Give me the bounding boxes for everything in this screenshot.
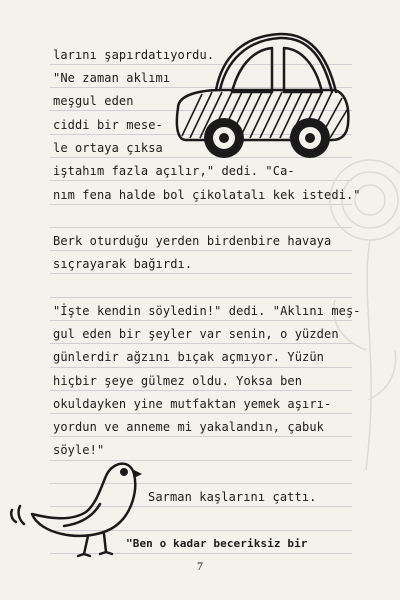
text-line: le ortaya çıksa	[53, 141, 163, 155]
text-line: nım fena halde bol çikolatalı kek istedi."	[53, 188, 361, 202]
text-line: iştahım fazla açılır," dedi. "Ca-	[53, 164, 295, 178]
text-line: larını şapırdatıyordu.	[53, 48, 215, 62]
text-line: meşgul eden	[53, 94, 134, 108]
text-line: "Ben o kadar beceriksiz bir	[126, 537, 308, 550]
text-line: günlerdir ağzını bıçak açmıyor. Yüzün	[53, 350, 325, 364]
text-line: söyle!"	[53, 443, 105, 457]
text-line: "İşte kendin söyledin!" dedi. "Aklını meş-	[53, 304, 361, 318]
text-line: yordun ve anneme mi yakalandın, çabuk	[53, 420, 325, 434]
text-line: "Ne zaman aklımı	[53, 71, 171, 85]
text-line: hiçbir şeye gülmez oldu. Yoksa ben	[53, 374, 303, 388]
text-line: ciddi bir mese-	[53, 118, 163, 132]
text-line: sıçrayarak bağırdı.	[53, 257, 193, 271]
text-line: Berk oturduğu yerden birdenbire havaya	[53, 234, 332, 248]
text-line: okuldayken yine mutfaktan yemek aşırı-	[53, 397, 332, 411]
bird-doodle-icon	[8, 452, 143, 562]
page-number: 7	[197, 559, 203, 573]
text-line: gul eden bir şeyler var senin, o yüzden	[53, 327, 339, 341]
text-line: Sarman kaşlarını çattı.	[148, 490, 317, 504]
